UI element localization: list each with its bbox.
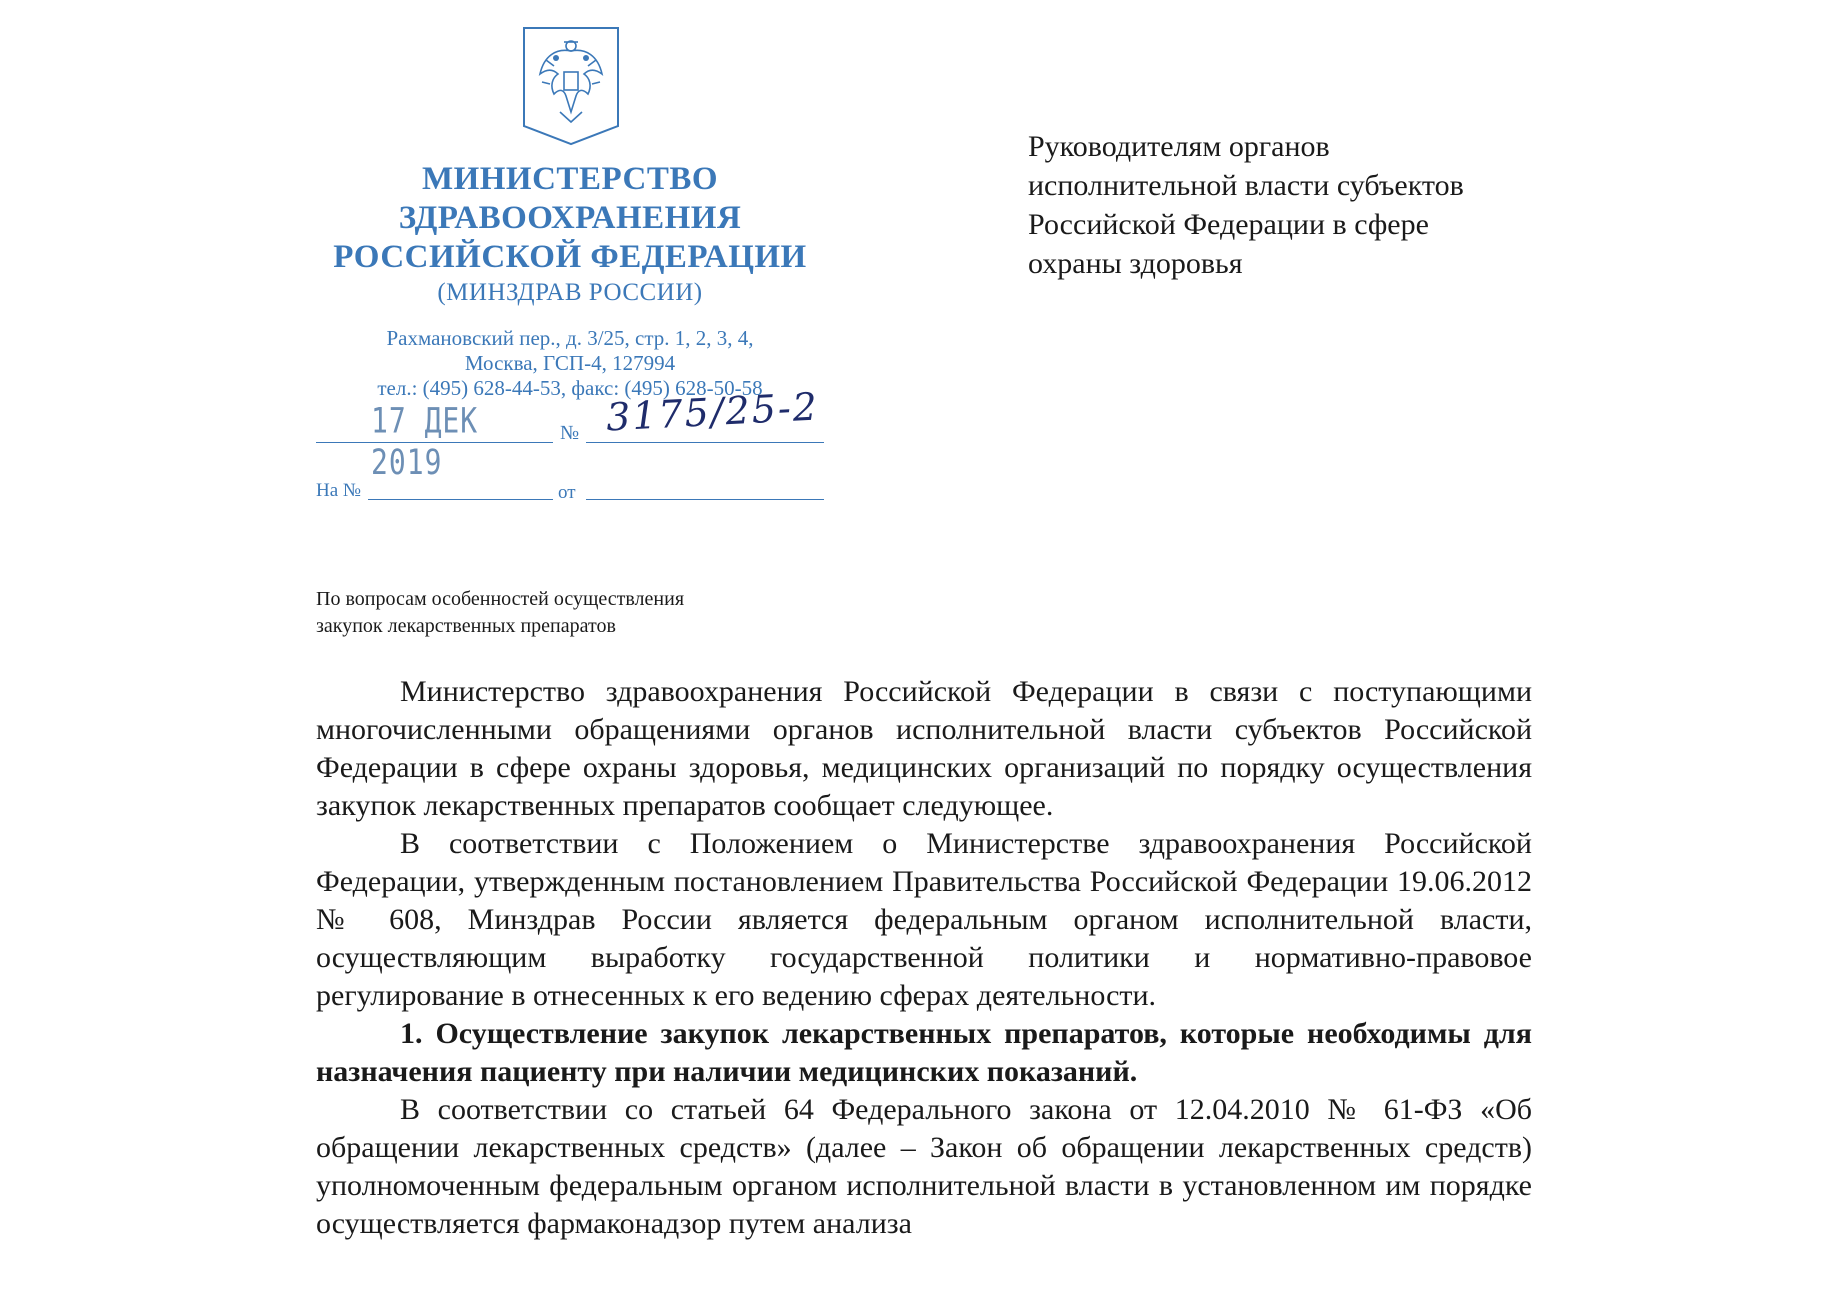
- ministry-letterhead: [300, 160, 840, 309]
- subject-line1: По вопросам особенностей осуществления: [316, 588, 685, 610]
- reference-date-field: [586, 477, 824, 500]
- address-line1: Рахмановский пер., д. 3/25, стр. 1, 2, 3, 4,: [386, 326, 754, 350]
- addressee-line1: Руководителям органов: [1028, 130, 1330, 163]
- addressee-line2: исполнительной власти субъектов: [1028, 169, 1464, 202]
- letter-body: [316, 673, 1532, 1243]
- number-label: №: [560, 422, 580, 444]
- registration-number-field: [586, 382, 824, 443]
- ministry-name-line2: ЗДРАВООХРАНЕНИЯ: [398, 200, 742, 236]
- section-heading-1: 1. Осуществление закупок лекарственных препаратов, которые необходимы для назначения пациенту при наличии медицинских показаний.: [316, 1017, 1532, 1088]
- body-paragraph-1: Министерство здравоохранения Российской Федерации в связи с поступающими многочисленными обращениями органов исполнительной власти субъектов Российской Федерации в сфере охраны здоровья, медицинских организаций по порядку осуществления закупок лекарственных препаратов сообщает следующее.: [316, 675, 1532, 822]
- address-line3: тел.: (495) 628-44-53, факс: (495) 628-50-58: [377, 376, 763, 400]
- ministry-name-line1: МИНИСТЕРСТВО: [421, 161, 719, 197]
- date-stamp: 17 ДЕК 2019: [371, 400, 479, 483]
- body-paragraph-3: В соответствии со статьей 64 Федерального закона от 12.04.2010 № 61-ФЗ «Об обращении лекарственных средств» (далее – Закон об обращении лекарственных средств) уполномоченным федеральным органом исполнительной власти в установленном им порядке осуществляется фармаконадзор путем анализа: [316, 1093, 1532, 1240]
- reference-number-field: [368, 477, 553, 500]
- addressee-block: [1028, 127, 1548, 283]
- handwritten-number: 3175/25-2: [604, 384, 820, 440]
- subject-line2: закупок лекарственных препаратов: [316, 615, 616, 637]
- addressee-line4: охраны здоровья: [1028, 247, 1243, 280]
- ministry-abbreviation: (МИНЗДРАВ РОССИИ): [437, 279, 703, 306]
- reference-date-label: от: [558, 482, 576, 503]
- coat-of-arms-icon: [520, 26, 622, 146]
- body-paragraph-2: В соответствии с Положением о Министерстве здравоохранения Российской Федерации, утвержденным постановлением Правительства Российской Федерации 19.06.2012 № 608, Минздрав России является федеральным органом исполнительной власти, осуществляющим выработку государственной политики и нормативно-правовое регулирование в отнесенных к его ведению сферах деятельности.: [316, 827, 1532, 1012]
- ministry-name-line3: РОССИЙСКОЙ ФЕДЕРАЦИИ: [333, 239, 807, 275]
- reference-number-label: На №: [316, 480, 362, 501]
- letter-subject: [316, 586, 796, 640]
- registration-date-field: [316, 382, 553, 483]
- address-line2: Москва, ГСП-4, 127994: [464, 351, 676, 375]
- addressee-line3: Российской Федерации в сфере: [1028, 208, 1429, 241]
